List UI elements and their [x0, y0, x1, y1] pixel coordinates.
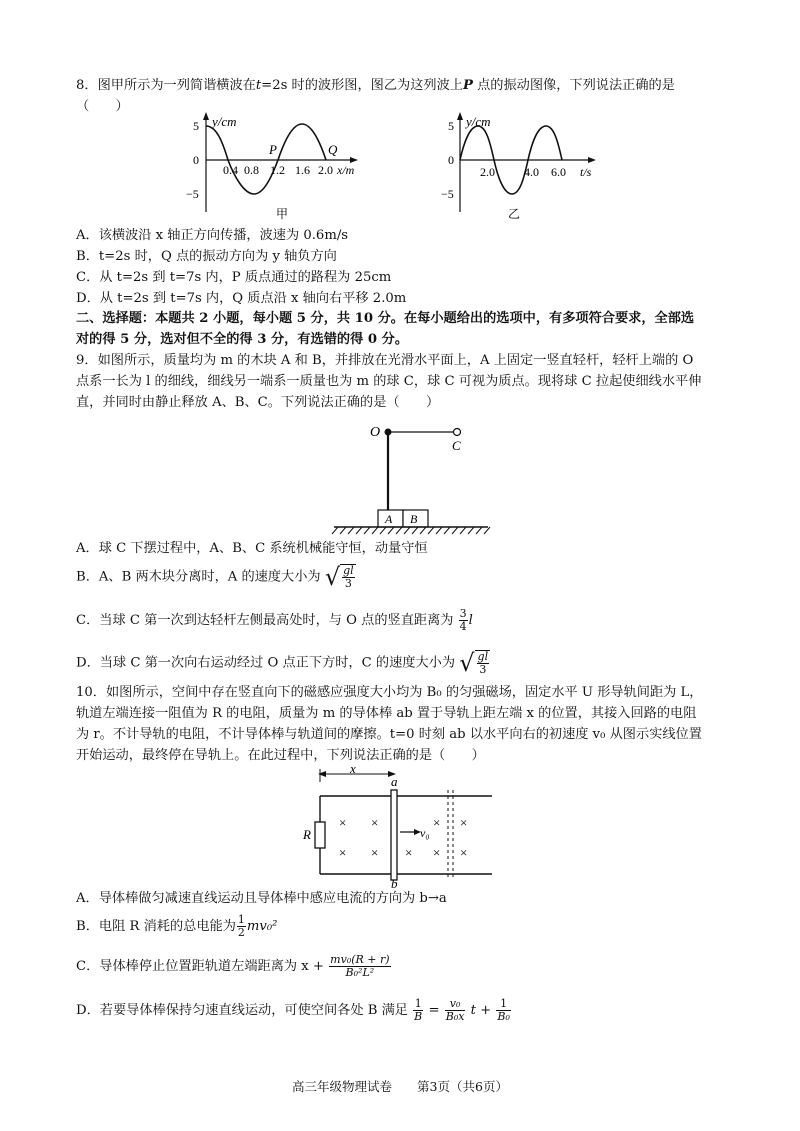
ball-c: [454, 429, 461, 436]
page-footer: 高三年级物理试卷 第3页（共6页）: [292, 1079, 508, 1094]
fraction: $\frac{3}{4}$: [459, 607, 467, 633]
yi-xtick-4.0: 4.0: [524, 165, 539, 179]
jia-wave-curve: [206, 124, 326, 194]
resistor-r: [315, 822, 325, 848]
section2-heading: 二、选择题：本题共 2 小题，每小题 5 分，共 10 分。在每小题给出的选项中，有多项符合要求，全部选: [76, 311, 695, 326]
point-p-label: P: [269, 142, 277, 157]
velocity-v0-label: v₀: [420, 826, 430, 840]
svg-text:×: ×: [433, 845, 441, 860]
jia-xtick-0.4: 0.4: [223, 163, 238, 177]
yi-caption: 乙: [508, 207, 521, 221]
q9-figure: [328, 412, 498, 538]
jia-xtick-1.6: 1.6: [295, 163, 310, 177]
wave-graph-jia: [178, 112, 368, 224]
sqrt-expression: √ $\frac{gl}{3}$: [459, 649, 489, 677]
q9-option-b: B．A、B 两木块分离时，A 的速度大小为 √ $\frac{gl}{3}$: [76, 563, 354, 591]
rod-end-b-label: b: [391, 876, 398, 888]
section2-heading-cont: 对的得 5 分，选对但不全的得 3 分，有选错的得 0 分。: [76, 332, 409, 347]
q10-option-b: B．电阻 R 消耗的总电能为 $\frac{1}{2}$ mv₀²: [76, 913, 278, 939]
jia-ytick-neg5: −5: [186, 187, 199, 201]
q10-stem-2: 轨道左端连接一阻值为 R 的电阻，质量为 m 的导体棒 ab 置于导轨上距左端 x 的位置，其接入回路的电阻: [76, 706, 697, 721]
fraction: $\frac{\text{mv₀(R + r)}}{\text{B₀²L²}}$: [330, 953, 390, 979]
svg-text:×: ×: [405, 845, 413, 860]
ball-c-label: C: [452, 438, 461, 453]
svg-text:×: ×: [460, 845, 468, 860]
yi-xlabel: t/s: [580, 165, 592, 179]
q8-option-c: C．从 t=2s 到 t=7s 内，P 质点通过的路程为 25cm: [76, 270, 392, 285]
yi-ytick-0: 0: [448, 153, 454, 167]
yi-ytick-neg5: −5: [441, 187, 454, 201]
rod-end-a-label: a: [391, 774, 398, 789]
jia-ytick-0: 0: [193, 153, 199, 167]
point-q-label: Q: [328, 142, 338, 157]
svg-text:×: ×: [371, 815, 379, 830]
q9-stem-1: 9．如图所示，质量均为 m 的木块 A 和 B，并排放在光滑水平面上，A 上固定一竖直轻杆，轻杆上端的 O: [76, 353, 694, 368]
conductor-rod-ab: [391, 790, 397, 880]
svg-text:×: ×: [460, 815, 468, 830]
q8-stem: 8．图甲所示为一列简谐横波在t=2s 时的波形图，图乙为这列波上P 点的振动图像，下列说法正确的是: [76, 78, 675, 93]
fraction: $\frac{1}{\text{B₀}}$: [497, 997, 510, 1023]
q10-rail-figure: [302, 766, 502, 888]
jia-xtick-1.2: 1.2: [270, 163, 285, 177]
q9-option-a: A．球 C 下摆过程中，A、B、C 系统机械能守恒，动量守恒: [76, 541, 428, 556]
point-o-label: O: [370, 425, 381, 440]
jia-xtick-0.8: 0.8: [244, 163, 259, 177]
jia-ylabel: y/cm: [212, 114, 237, 129]
q9-option-c: C．当球 C 第一次到达轻杆左侧最高处时，与 O 点的竖直距离为 $\frac{3}{4}$ l: [76, 607, 473, 633]
q10-stem-4: 开始运动，最终停在导轨上。在此过程中，下列说法正确的是（ ）: [76, 748, 485, 763]
yi-ylabel: y/cm: [466, 114, 491, 129]
sqrt-expression: √ $\frac{gl}{3}$: [324, 563, 354, 591]
q10-option-d: D．若要导体棒保持匀速直线运动，可使空间各处 B 满足 $\frac{1}{B}$ = $\frac{\text{v₀}}{\text{B₀x}}$ t + $\frac{1}{\text{B₀}}$: [76, 997, 510, 1023]
jia-ytick-5: 5: [193, 119, 199, 133]
vibration-graph-yi: [440, 112, 600, 224]
block-b-label: B: [410, 512, 418, 526]
svg-text:×: ×: [339, 845, 347, 860]
q8-option-a: A．该横波沿 x 轴正方向传播，波速为 0.6m/s: [76, 228, 349, 243]
block-a-label: A: [385, 512, 393, 526]
fraction: $\frac{1}{2}$: [237, 913, 245, 939]
q10-option-c: C．导体棒停止位置距轨道左端距离为 x + $\frac{\text{mv₀(R + r)}}{\text{B₀²L²}}$: [76, 953, 390, 979]
q8-option-b: B．t=2s 时，Q 点的振动方向为 y 轴负方向: [76, 249, 337, 264]
svg-text:×: ×: [433, 815, 441, 830]
q9-stem-3: 直，并同时由静止释放 A、B、C。下列说法正确的是（ ）: [76, 395, 440, 410]
distance-x-label: x: [350, 766, 356, 776]
yi-xtick-2.0: 2.0: [480, 165, 495, 179]
q10-option-a: A．导体棒做匀减速直线运动且导体棒中感应电流的方向为 b→a: [76, 891, 447, 906]
q8-answer-paren: （ ）: [76, 99, 129, 114]
q9-option-d: D．当球 C 第一次向右运动经过 O 点正下方时，C 的速度大小为 √ $\frac{gl}{3}$: [76, 649, 489, 677]
svg-text:×: ×: [371, 845, 379, 860]
jia-xlabel: x/m: [337, 163, 355, 177]
q10-stem-3: 为 r。不计导轨的电阻，不计导体棒与轨道间的摩擦。t=0 时刻 ab 以水平向右的初速度 v₀ 从图示实线位置: [76, 727, 702, 742]
jia-xtick-2.0: 2.0: [318, 163, 333, 177]
svg-text:×: ×: [339, 815, 347, 830]
yi-ytick-5: 5: [448, 119, 454, 133]
q9-stem-2: 点系一长为 l 的细线，细线另一端系一质量也为 m 的球 C，球 C 可视为质点。现将球 C 拉起使细线水平伸: [76, 374, 702, 389]
jia-caption: 甲: [276, 207, 289, 221]
fraction: $\frac{1}{B}$: [414, 997, 423, 1023]
fraction: $\frac{\text{v₀}}{\text{B₀x}}$: [445, 997, 465, 1023]
q10-stem-1: 10．如图所示，空间中存在竖直向下的磁感应强度大小均为 B₀ 的匀强磁场，固定水平 U 形导轨间距为 L，: [76, 685, 703, 700]
q8-option-d: D．从 t=2s 到 t=7s 内，Q 质点沿 x 轴向右平移 2.0m: [76, 291, 407, 306]
yi-xtick-6.0: 6.0: [551, 165, 566, 179]
resistor-r-label: R: [303, 827, 311, 842]
